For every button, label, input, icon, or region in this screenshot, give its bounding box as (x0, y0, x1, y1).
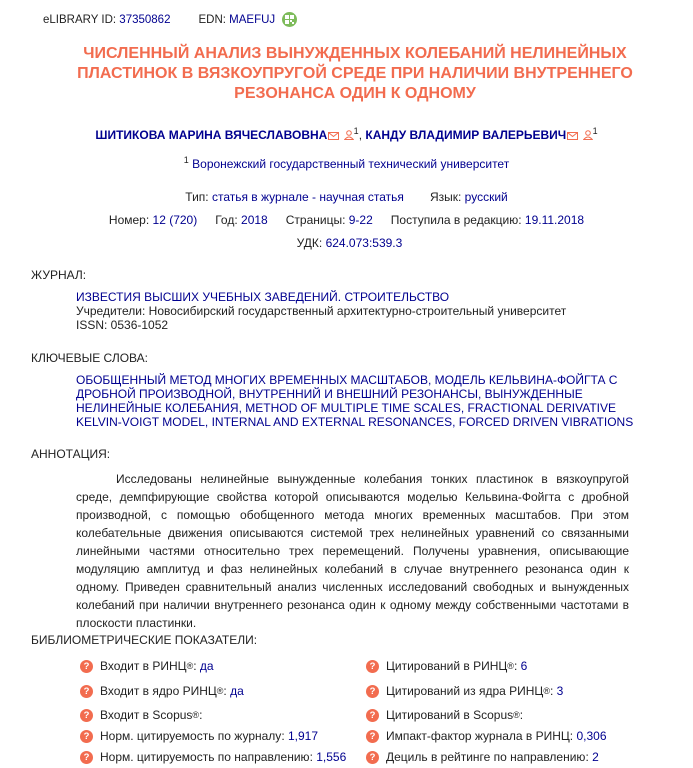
biblio-colon: : (569, 729, 574, 743)
affiliation-name: Воронежский государственный технический университет (192, 157, 510, 171)
type-language-row (0, 190, 693, 204)
registered-mark: ® (192, 710, 200, 720)
biblio-row (366, 682, 563, 700)
type-label: Тип: (185, 190, 209, 204)
biblio-row (80, 727, 318, 745)
affiliation-sup: 1 (183, 155, 189, 165)
help-icon[interactable]: ? (366, 709, 379, 722)
help-icon[interactable]: ? (80, 730, 93, 743)
pages-label: Страницы: (285, 213, 346, 227)
biblio-row (366, 727, 607, 745)
journal-block (76, 290, 636, 332)
help-icon[interactable]: ? (366, 660, 379, 673)
biblio-label: Цитирований в Scopus (386, 708, 514, 722)
registered-mark: ® (543, 686, 550, 696)
journal-founders: Учредители: Новосибирский государственный архитектурно-строительный университет (76, 304, 567, 318)
registered-mark: ® (513, 710, 520, 720)
biblio-colon: : (281, 729, 285, 743)
edn-label: EDN: (198, 13, 226, 26)
biblio-value-link[interactable]: 3 (556, 684, 564, 698)
biblio-value: 0,306 (576, 729, 607, 743)
authors-separator: , (358, 128, 363, 142)
author-affil-sup-2: 1 (592, 126, 598, 136)
help-icon[interactable]: ? (80, 709, 93, 722)
biblio-colon: : (309, 750, 313, 764)
biblio-row (80, 682, 244, 700)
help-icon[interactable]: ? (366, 751, 379, 764)
article-title: ЧИСЛЕННЫЙ АНАЛИЗ ВЫНУЖДЕННЫХ КОЛЕБАНИЙ НЕЛИНЕЙНЫХ ПЛАСТИНОК В ВЯЗКОУПРУГОЙ СРЕДЕ ПРИ НАЛИЧИИ ВНУТРЕННЕГО РЕЗОНАНСА ОДИН К ОДНОМУ (77, 45, 633, 102)
received-value: 19.11.2018 (524, 213, 585, 227)
author-affil-sup-1: 1 (353, 126, 359, 136)
qr-code-icon[interactable] (282, 12, 297, 27)
biblio-value: да (230, 684, 244, 698)
biblio-heading: БИБЛИОМЕТРИЧЕСКИЕ ПОКАЗАТЕЛИ: (31, 633, 258, 647)
year-label: Год: (215, 213, 238, 227)
pages-value: 9-22 (348, 213, 373, 227)
type-value: статья в журнале - научная статья (211, 190, 404, 204)
abstract-text: Исследованы нелинейные вынужденные колебания тонких пластинок в вязкоупругой среде, демпфирующие свойства которой описываются моделью Кельвина-Фойгта с дробной производной, с помощью обобщенного метода многих временных масштабов. При этом колебательные движения описываются системой трех нелинейных уравнений со связанными линейными частями относительно трех перемещений. Получены уравнения, описывающие модуляцию амплитуд и фаз нелинейных колебаний в случае внутреннего резонанса один к одному. Приведен сравнительный анализ численных исследований свободных и вынужденных колебаний при наличии внутреннего резонанса один к одному между собственными частотами в плоскости пластинки. (76, 472, 629, 630)
biblio-label: Дециль в рейтинге по направлению (386, 750, 586, 764)
biblio-value: 1,556 (316, 750, 347, 764)
number-link[interactable]: 12 (720) (152, 213, 198, 227)
biblio-colon: : (223, 684, 227, 698)
biblio-row (366, 657, 527, 675)
biblio-label: Входит в Scopus (100, 708, 193, 722)
registered-mark: ® (186, 661, 194, 671)
authors-line (0, 126, 693, 143)
journal-heading: ЖУРНАЛ: (31, 268, 87, 282)
biblio-value: 2 (592, 750, 599, 764)
received-label: Поступила в редакцию: (390, 213, 522, 227)
keywords-heading: КЛЮЧЕВЫЕ СЛОВА: (31, 351, 148, 365)
author-name-1[interactable]: ШИТИКОВА МАРИНА ВЯЧЕСЛАВОВНА (95, 128, 328, 142)
help-icon[interactable]: ? (366, 730, 379, 743)
biblio-label: Норм. цитируемость по журналу (100, 729, 282, 743)
biblio-label: Цитирований из ядра РИНЦ (386, 684, 544, 698)
biblio-label: Входит в ядро РИНЦ (100, 684, 217, 698)
biblio-colon: : (199, 708, 203, 722)
registered-mark: ® (216, 686, 224, 696)
biblio-colon: : (193, 659, 197, 673)
journal-name-link[interactable]: ИЗВЕСТИЯ ВЫСШИХ УЧЕБНЫХ ЗАВЕДЕНИЙ. СТРОИТЕЛЬСТВО (76, 290, 450, 304)
issue-info-row (0, 213, 693, 227)
affiliation (0, 155, 693, 171)
number-label: Номер: (108, 213, 150, 227)
biblio-label: Входит в РИНЦ (100, 659, 187, 673)
biblio-value: да (199, 659, 214, 673)
journal-issn: ISSN: 0536-1052 (76, 318, 169, 332)
person-icon[interactable] (344, 129, 354, 143)
biblio-row (80, 706, 206, 724)
udk-row (0, 236, 693, 250)
udk-label: УДК: (296, 236, 323, 250)
language-label: Язык: (429, 190, 462, 204)
help-icon[interactable]: ? (80, 751, 93, 764)
elibrary-id-value: 37350862 (119, 13, 171, 26)
udk-value: 624.073:539.3 (325, 236, 403, 250)
biblio-label: Цитирований в РИНЦ (386, 659, 508, 673)
keywords-list[interactable]: ОБОБЩЕННЫЙ МЕТОД МНОГИХ ВРЕМЕННЫХ МАСШТАБОВ, МОДЕЛЬ КЕЛЬВИНА-ФОЙГТА С ДРОБНОЙ ПРОИЗВОДНОЙ, ВНУТРЕННИЙ И ВНЕШНИЙ РЕЗОНАНСЫ, ВЫНУЖДЕННЫЕ НЕЛИНЕЙНЫЕ КОЛЕБАНИЯ, METHOD OF MULTIPLE TIME SCALES, FRACTIONAL DERIVATIVE KELVIN-VOIGT MODEL, INTERNAL AND EXTERNAL RESONANCES, FORCED DRIVEN VIBRATIONS (76, 373, 634, 429)
abstract-heading: АННОТАЦИЯ: (31, 447, 111, 461)
biblio-colon: : (549, 684, 554, 698)
help-icon[interactable]: ? (366, 685, 379, 698)
biblio-row (366, 706, 526, 724)
registered-mark: ® (507, 661, 514, 671)
biblio-colon: : (519, 708, 524, 722)
biblio-row (80, 748, 346, 766)
biblio-label: Импакт-фактор журнала в РИНЦ (386, 729, 570, 743)
biblio-colon: : (585, 750, 589, 764)
mail-icon[interactable] (567, 129, 578, 143)
person-icon[interactable] (583, 129, 593, 143)
help-icon[interactable]: ? (80, 685, 93, 698)
biblio-row (366, 748, 599, 766)
biblio-label: Норм. цитируемость по направлению (100, 750, 310, 764)
year-value: 2018 (241, 213, 268, 227)
biblio-value-link[interactable]: 6 (520, 659, 528, 673)
mail-icon[interactable] (328, 129, 339, 143)
author-name-2[interactable]: КАНДУ ВЛАДИМИР ВАЛЕРЬЕВИЧ (365, 128, 567, 142)
language-value: русский (464, 190, 508, 204)
elibrary-id-label: eLIBRARY ID: (43, 13, 117, 26)
id-line (43, 12, 297, 27)
edn-link[interactable]: MAEFUJ (229, 13, 276, 26)
help-icon[interactable]: ? (80, 660, 93, 673)
biblio-colon: : (513, 659, 518, 673)
biblio-value: 1,917 (288, 729, 319, 743)
biblio-row (80, 657, 214, 675)
